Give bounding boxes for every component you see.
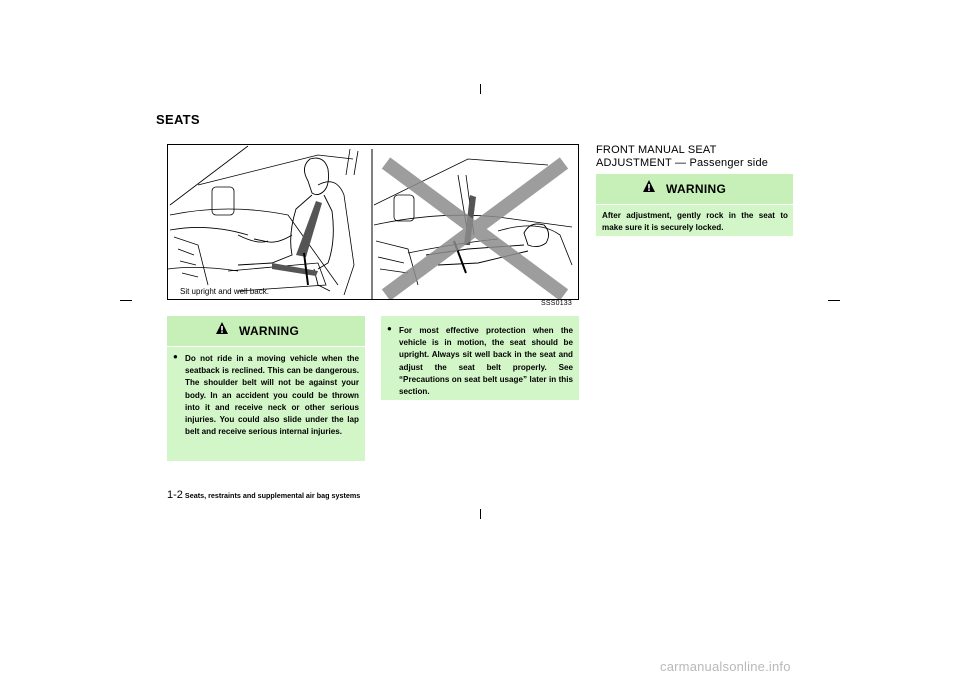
warning-text: After adjustment, gently rock in the seat to make sure it is securely locked. bbox=[602, 211, 788, 233]
seat-illustration bbox=[168, 145, 578, 299]
warning-heading: WARNING bbox=[666, 182, 727, 196]
bullet-dot: ● bbox=[173, 352, 178, 361]
warning-box-left bbox=[167, 316, 365, 461]
warning-header bbox=[596, 174, 793, 205]
subsection-title-line2: ADJUSTMENT — Passenger side bbox=[596, 156, 769, 169]
warning-heading: WARNING bbox=[239, 324, 300, 338]
page-number: 1-2 bbox=[167, 489, 183, 501]
subsection-title-line1: FRONT MANUAL SEAT bbox=[596, 144, 717, 156]
crop-mark-right bbox=[828, 300, 840, 301]
crop-mark-left bbox=[120, 300, 132, 301]
warning-triangle-icon bbox=[215, 321, 229, 335]
watermark: carmanualsonline.info bbox=[660, 659, 791, 674]
warning-triangle-icon bbox=[642, 179, 656, 193]
bullet-dot: ● bbox=[387, 324, 392, 333]
warning-text: Do not ride in a moving vehicle when the seatback is reclined. This can be dangerous. The shoulder belt will not be against your body. In an accident you could be thrown into it and receive neck or other serious injuries. You could also slide under the lap belt and receive serious internal injuries. bbox=[185, 354, 359, 437]
figure-caption: Sit upright and well back. bbox=[180, 287, 269, 296]
chapter-title: Seats, restraints and supplemental air bag systems bbox=[184, 491, 361, 500]
warning-box-right bbox=[596, 174, 793, 236]
section-title: SEATS bbox=[156, 112, 200, 127]
warning-box-middle bbox=[381, 316, 579, 400]
crop-mark-top bbox=[480, 84, 481, 94]
warning-header bbox=[167, 316, 365, 347]
seat-figure bbox=[167, 144, 579, 300]
page-footer bbox=[167, 489, 360, 501]
warning-text: For most effective protection when the vehicle is in motion, the seat should be upright. Always sit well back in the seat and adjust the seat belt properly. See “Precautions on seat belt usage” later in this section. bbox=[399, 326, 573, 397]
figure-code: SSS0133 bbox=[541, 300, 572, 307]
subsection-title bbox=[596, 144, 768, 169]
crop-mark-bottom bbox=[480, 509, 481, 519]
